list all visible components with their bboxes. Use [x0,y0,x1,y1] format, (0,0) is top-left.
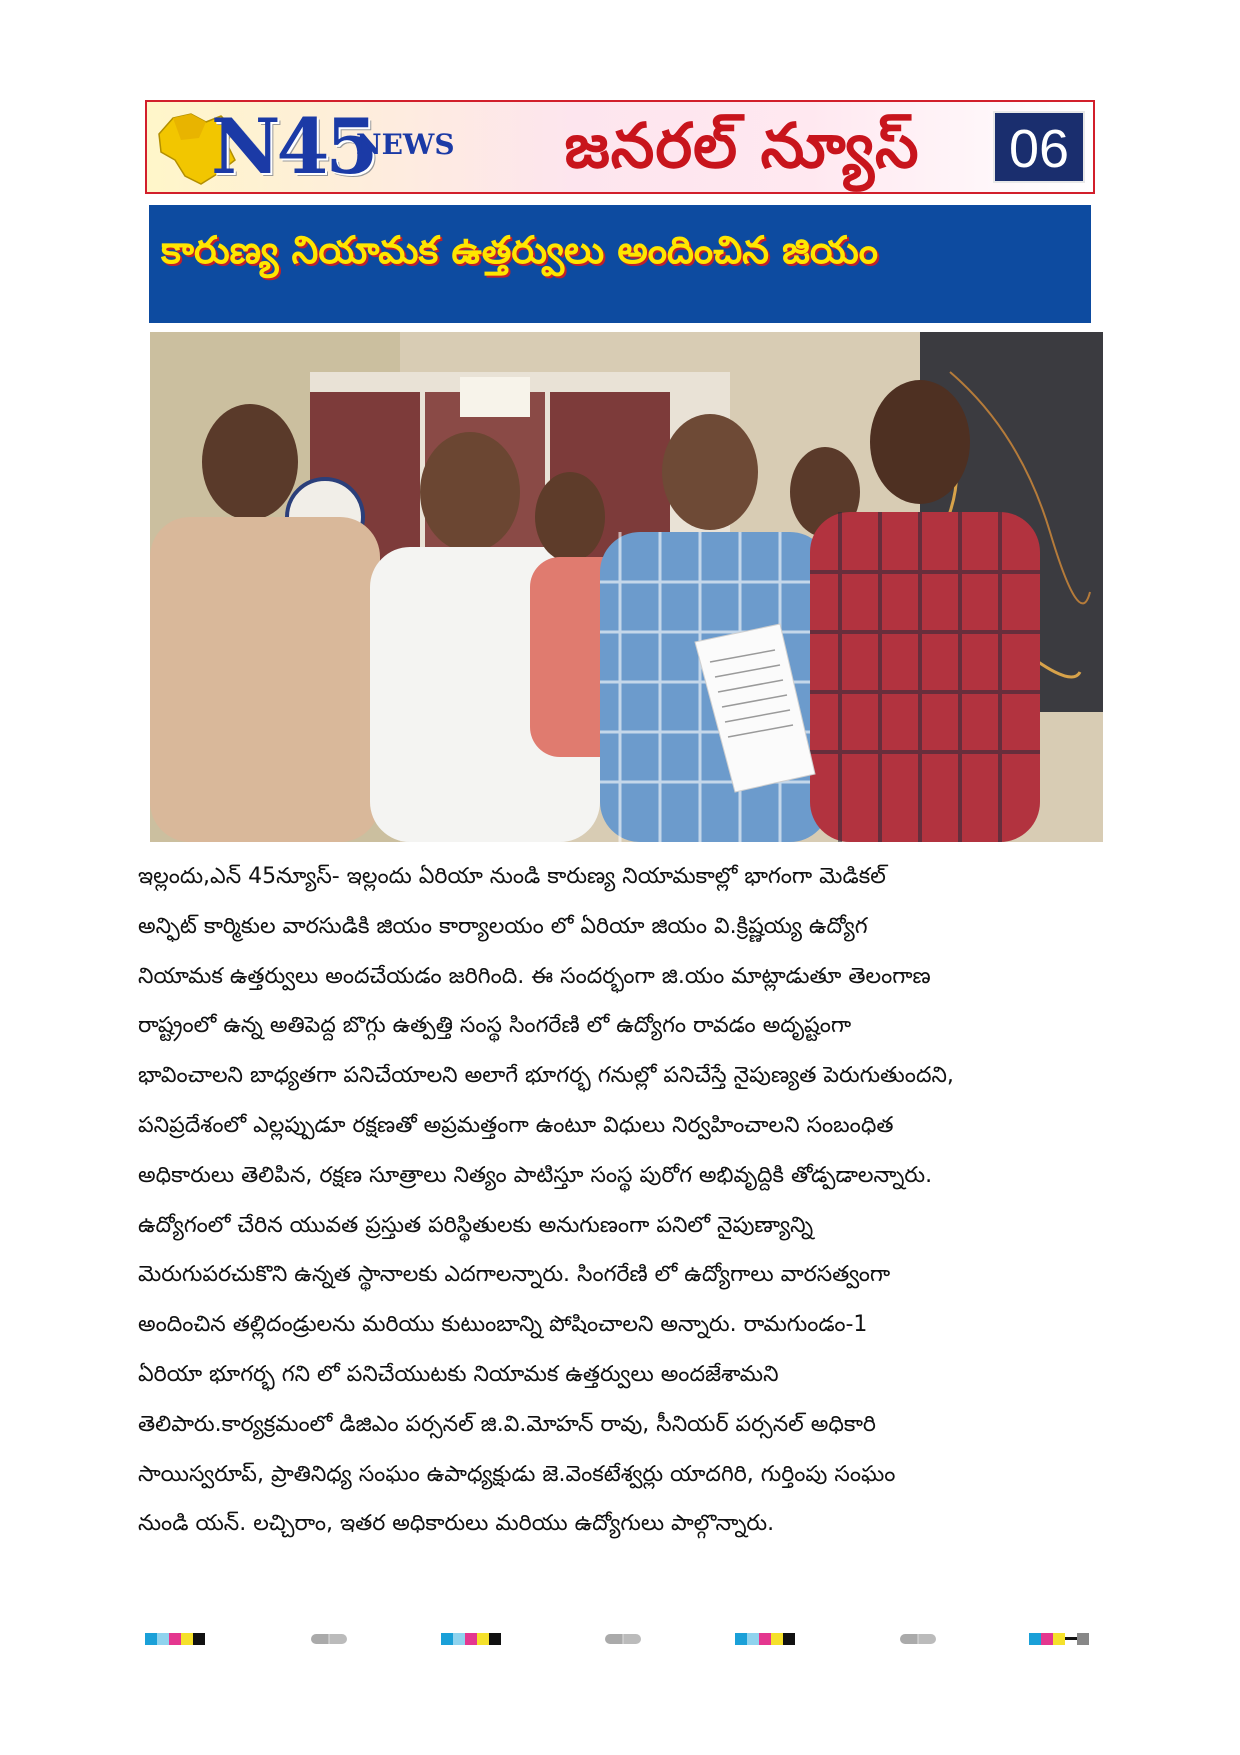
news-photo [150,332,1103,842]
article-line: అధికారులు తెలిపిన, రక్షణ సూత్రాలు నిత్యం పాటిస్తూ సంస్థ పురోగ అభివృద్దికి తోడ్పడాలన్నారు. [138,1162,933,1188]
print-registration-marks [145,1633,1105,1653]
article-line: ఏరియా భూగర్భ గని లో పనిచేయుటకు నియామక ఉత్తర్వులు అందజేశామని [138,1361,779,1387]
masthead [145,100,1095,194]
photo-icon [150,332,1103,842]
article-line: అందించిన తల్లిదండ్రులను మరియు కుటుంబాన్ని పోషించాలని అన్నారు. రామగుండం-1 [138,1312,868,1338]
n45-news-logo [151,102,455,192]
article-line: రాష్ట్రంలో ఉన్న అతిపెద్ద బొగ్గు ఉత్పత్తి సంస్థ సింగరేణి లో ఉద్యోగం రావడం అదృష్టంగా [138,1013,852,1039]
article-line: తెలిపారు.కార్యక్రమంలో డిజిఎం పర్సనల్ జి.వి.మోహన్ రావు, సీనియర్ పర్సనల్ అధికారి [138,1411,876,1437]
article-line: భావించాలని బాధ్యతగా పనిచేయాలని అలాగే భూగర్భ గనుల్లో పనిచేస్తే నైపుణ్యత పెరుగుతుందని, [138,1063,954,1089]
article-body [138,852,1098,1549]
article-line: ఉద్యోగంలో చేరిన యువత ప్రస్తుత పరిస్థితులకు అనుగుణంగా పనిలో నైపుణ్యాన్ని [138,1212,814,1238]
logo-word: NEWS [356,128,455,161]
color-bar-icon [735,1633,795,1645]
logo-number: N45 [211,102,375,191]
article-line: అన్ఫిట్ కార్మికుల వారసుడికి జియం కార్యాలయం లో ఏరియా జియం వి.క్రిష్ణయ్య ఉద్యోగ [138,913,868,939]
color-bar-icon [441,1633,501,1645]
article-line: నియామక ఉత్తర్వులు అందచేయడం జరిగింది. ఈ సందర్భంగా జి.యం మాట్లాడుతూ తెలంగాణ [138,963,931,989]
article-line: మెరుగుపరచుకొని ఉన్నత స్థానాలకు ఎదగాలన్నారు. సింగరేణి లో ఉద్యోగాలు వారసత్వంగా [138,1262,891,1288]
article-line: ఇల్లందు,ఎన్ 45న్యూస్- ఇల్లందు ఏరియా నుండి కారుణ్య నియామకాల్లో భాగంగా మెడికల్ [138,864,886,889]
section-title: జనరల్ న్యూస్ [564,109,920,182]
article-line: నుండి యన్. లచ్చిరాం, ఇతర అధికారులు మరియు ఉద్యోగులు పాల్గొన్నారు. [138,1511,775,1537]
color-bar-icon [145,1633,205,1645]
color-bar-icon [1029,1633,1089,1645]
headline-text: కారుణ్య నియామక ఉత్తర్వులు అందించిన జియం [161,228,879,272]
registration-pill-icon [900,1634,936,1644]
article-line: సాయిస్వరూప్, ప్రాతినిధ్య సంఘం ఉపాధ్యక్షుడు జె.వెంకటేశ్వర్లు యాదగిరి, గుర్తింపు సంఘం [138,1461,896,1487]
headline-banner [149,205,1091,323]
registration-pill-icon [311,1634,347,1644]
page-number: 06 [993,111,1085,183]
article-line: పనిప్రదేశంలో ఎల్లప్పుడూ రక్షణతో అప్రమత్తంగా ఉంటూ విధులు నిర్వహించాలని సంబంధిత [138,1112,894,1138]
registration-pill-icon [605,1634,641,1644]
